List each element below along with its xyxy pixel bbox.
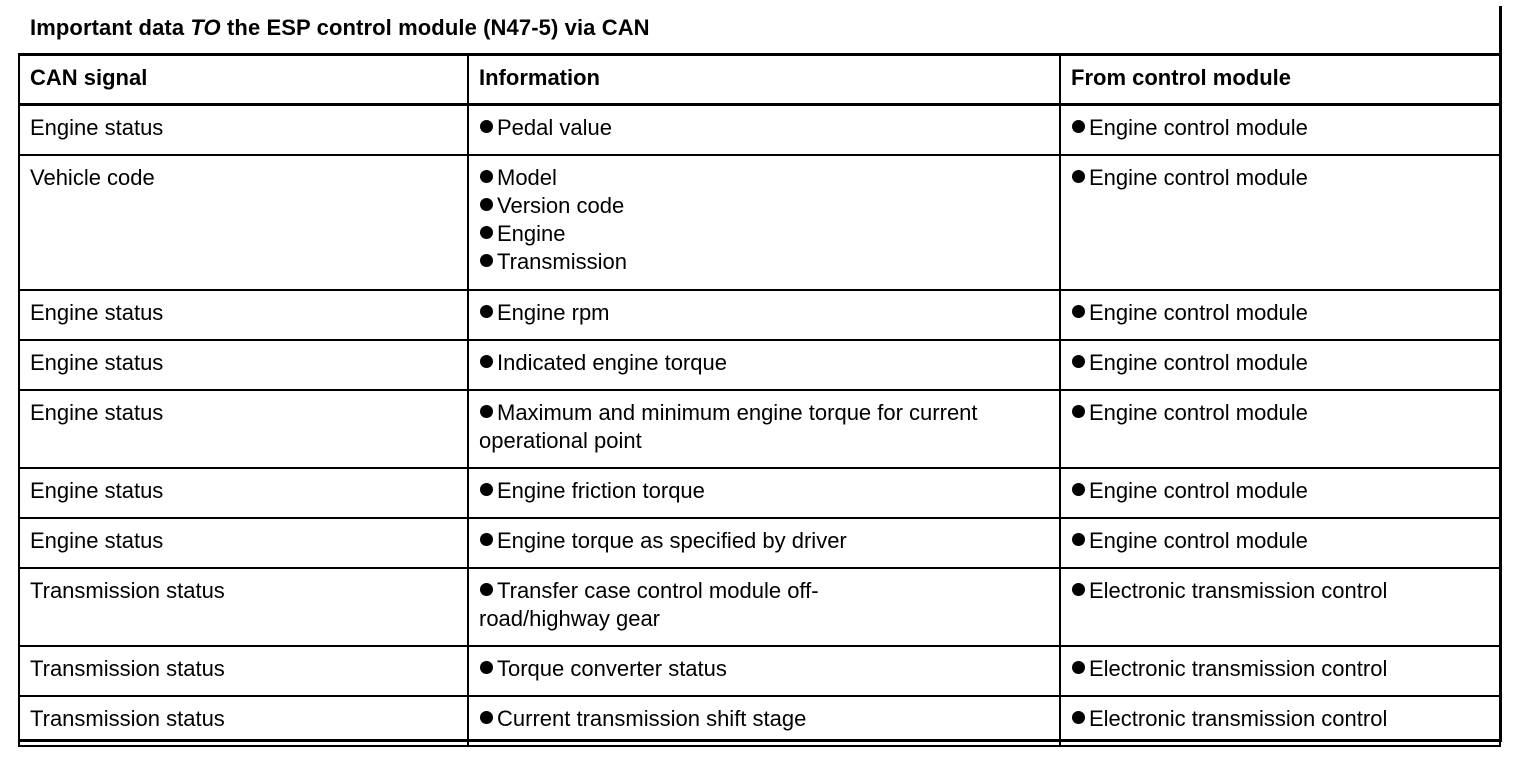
can-signal-table: [18, 53, 1501, 747]
info-cell: Maximum and minimum engine torque for current operational point: [468, 390, 1060, 468]
info-cell: [468, 290, 1060, 340]
table-row: [19, 518, 1500, 568]
bullet-icon: [480, 226, 493, 239]
signal-cell: Transmission status: [19, 696, 468, 746]
bullet-icon: [480, 661, 493, 674]
bullet-icon: [1072, 170, 1085, 183]
header-from-control-module: From control module: [1060, 55, 1500, 105]
signal-cell: Transmission status: [19, 568, 468, 646]
bullet-icon: [1072, 583, 1085, 596]
info-item: Torque converter status: [479, 655, 1049, 683]
signal-cell: Vehicle code: [19, 155, 468, 290]
bullet-icon: [480, 355, 493, 368]
signal-cell: Engine status: [19, 468, 468, 518]
signal-cell: Engine status: [19, 518, 468, 568]
bullet-icon: [1072, 355, 1085, 368]
info-item: Engine rpm: [479, 299, 1049, 327]
table-row: [19, 340, 1500, 390]
source-cell: Electronic transmission control: [1060, 568, 1500, 646]
signal-cell: Engine status: [19, 105, 468, 155]
bullet-icon: [480, 711, 493, 724]
bullet-icon: [1072, 305, 1085, 318]
table-header-row: [19, 55, 1500, 105]
bullet-icon: [1072, 533, 1085, 546]
bullet-icon: [480, 405, 493, 418]
document-title: [18, 6, 1499, 53]
source-cell: Engine control module: [1060, 390, 1500, 468]
table-row: [19, 696, 1500, 746]
source-cell: Engine control module: [1060, 468, 1500, 518]
signal-cell: Transmission status: [19, 646, 468, 696]
bullet-icon: [480, 254, 493, 267]
source-cell: Engine control module: [1060, 518, 1500, 568]
info-item: Transmission: [479, 248, 1049, 276]
info-cell: [468, 105, 1060, 155]
info-cell: [468, 696, 1060, 746]
table-row: [19, 105, 1500, 155]
info-item: Version code: [479, 192, 1049, 220]
title-prefix: Important data: [30, 15, 191, 40]
info-item: Pedal value: [479, 114, 1049, 142]
table-row: [19, 646, 1500, 696]
info-item: Current transmission shift stage: [479, 705, 1049, 733]
source-cell: Engine control module: [1060, 105, 1500, 155]
info-item: Engine: [479, 220, 1049, 248]
source-cell: Electronic transmission control: [1060, 646, 1500, 696]
info-cell: [468, 340, 1060, 390]
bullet-icon: [1072, 711, 1085, 724]
source-cell: Electronic transmission control: [1060, 696, 1500, 746]
bullet-icon: [480, 305, 493, 318]
bullet-icon: [1072, 483, 1085, 496]
bullet-icon: [1072, 120, 1085, 133]
table-row: [19, 468, 1500, 518]
signal-cell: Engine status: [19, 290, 468, 340]
bullet-icon: [1072, 405, 1085, 418]
bullet-icon: [480, 583, 493, 596]
title-emphasis: TO: [190, 15, 221, 40]
table-row: [19, 390, 1500, 468]
header-information: Information: [468, 55, 1060, 105]
title-suffix: the ESP control module (N47-5) via CAN: [220, 15, 650, 40]
source-cell: Engine control module: [1060, 290, 1500, 340]
source-cell: Engine control module: [1060, 155, 1500, 290]
info-cell: [468, 155, 1060, 290]
info-cell: Transfer case control module off-road/highway gear: [468, 568, 1060, 646]
bullet-icon: [480, 198, 493, 211]
info-item: Engine friction torque: [479, 477, 1049, 505]
info-cell: [468, 646, 1060, 696]
info-item: Model: [479, 164, 1049, 192]
table-row: [19, 568, 1500, 646]
info-item: Indicated engine torque: [479, 349, 1049, 377]
info-item: Engine torque as specified by driver: [479, 527, 1049, 555]
signal-cell: Engine status: [19, 390, 468, 468]
info-cell: [468, 518, 1060, 568]
bullet-icon: [1072, 661, 1085, 674]
source-cell: Engine control module: [1060, 340, 1500, 390]
bullet-icon: [480, 483, 493, 496]
bullet-icon: [480, 533, 493, 546]
table-row: [19, 290, 1500, 340]
header-can-signal: CAN signal: [19, 55, 468, 105]
signal-cell: Engine status: [19, 340, 468, 390]
document-frame: [18, 6, 1502, 742]
table-row: [19, 155, 1500, 290]
bullet-icon: [480, 170, 493, 183]
bullet-icon: [480, 120, 493, 133]
info-cell: [468, 468, 1060, 518]
